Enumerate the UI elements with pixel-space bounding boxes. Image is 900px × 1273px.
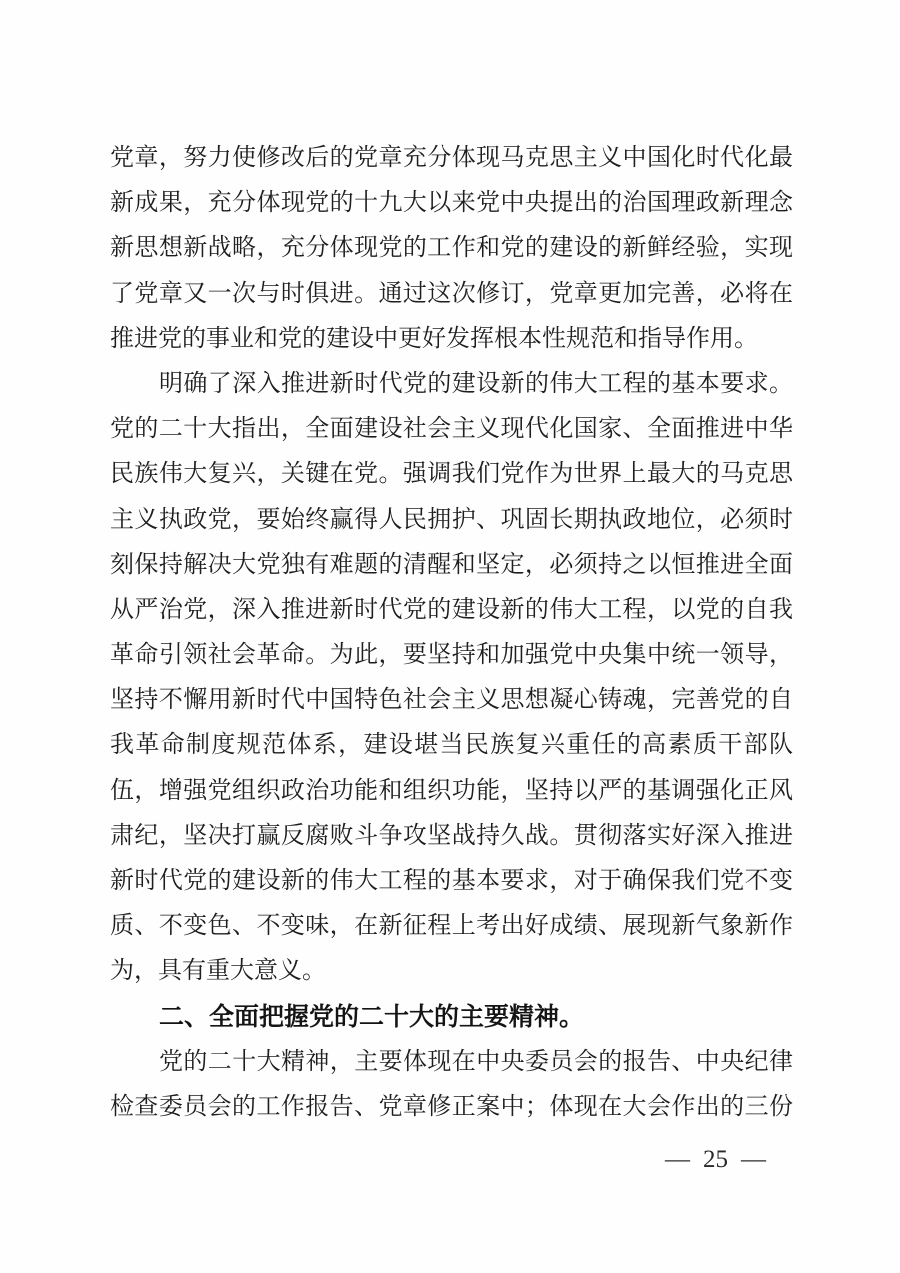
- text-line: 民族伟大复兴，关键在党。强调我们党作为世界上最大的马克思: [110, 461, 793, 488]
- text-line: 肃纪，坚决打赢反腐败斗争攻坚战持久战。贯彻落实好深入推进: [110, 822, 793, 849]
- text-line: 了党章又一次与时俱进。通过这次修订，党章更加完善，必将在: [110, 280, 793, 307]
- text-line: 从严治党，深入推进新时代党的建设新的伟大工程，以党的自我: [110, 596, 793, 623]
- text-line: 新思想新战略，充分体现党的工作和党的建设的新鲜经验，实现: [110, 235, 793, 262]
- text-line: 检查委员会的工作报告、党章修正案中；体现在大会作出的三份: [110, 1093, 793, 1120]
- text-line: 刻保持解决大党独有难题的清醒和坚定，必须持之以恒推进全面: [110, 551, 793, 578]
- text-line: 明确了深入推进新时代党的建设新的伟大工程的基本要求。: [159, 370, 793, 397]
- text-line: 革命引领社会革命。为此，要坚持和加强党中央集中统一领导，: [110, 642, 793, 669]
- text-line: 党的二十大指出，全面建设社会主义现代化国家、全面推进中华: [110, 416, 793, 443]
- text-line: 坚持不懈用新时代中国特色社会主义思想凝心铸魂，完善党的自: [110, 687, 793, 714]
- text-line: 新时代党的建设新的伟大工程的基本要求，对于确保我们党不变: [110, 868, 793, 894]
- text-line: 伍，增强党组织政治功能和组织功能，坚持以严的基调强化正风: [110, 777, 793, 804]
- page-footer: [665, 1146, 766, 1174]
- text-line: 为，具有重大意义。: [110, 958, 326, 985]
- text-line: 质、不变色、不变味，在新征程上考出好成绩、展现新气象新作: [110, 913, 793, 940]
- document-body: [110, 136, 793, 1130]
- footer-dash-right: —: [741, 1146, 766, 1173]
- text-line: 我革命制度规范体系，建设堪当民族复兴重任的高素质干部队: [110, 732, 793, 759]
- page-number: 25: [703, 1146, 728, 1173]
- text-line: 主义执政党，要始终赢得人民拥护、巩固长期执政地位，必须时: [110, 506, 793, 533]
- text-line: 党的二十大精神，主要体现在中央委员会的报告、中央纪律: [159, 1048, 793, 1075]
- section-heading: 二、全面把握党的二十大的主要精神。: [159, 1002, 585, 1031]
- footer-dash-left: —: [665, 1146, 690, 1173]
- text-line: 新成果，充分体现党的十九大以来党中央提出的治国理政新理念: [110, 190, 793, 217]
- text-line: 推进党的事业和党的建设中更好发挥根本性规范和指导作用。: [110, 325, 758, 352]
- text-line: 党章，努力使修改后的党章充分体现马克思主义中国化时代化最: [110, 145, 793, 171]
